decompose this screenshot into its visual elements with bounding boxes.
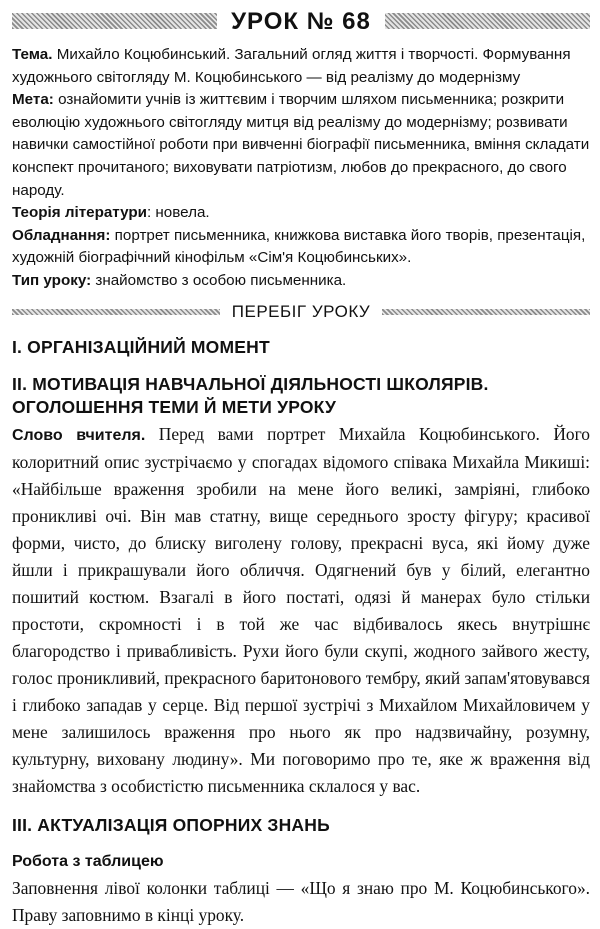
divider-label: ПЕРЕБІГ УРОКУ (231, 301, 371, 321)
section-heading-3: ІІІ. АКТУАЛІЗАЦІЯ ОПОРНИХ ЗНАНЬ (12, 814, 330, 835)
teacher-word-lead: Слово вчителя. (12, 426, 146, 444)
goal-line (12, 89, 590, 202)
section-3-paragraph: Заповнення лівої колонки таблиці — «Що я знаю про М. Коцюбинського». Праву заповнимо в кінці уроку. (12, 877, 590, 925)
theory-text: : новела. (146, 204, 210, 222)
textbook-page (0, 2, 600, 927)
topic-label: Тема. (12, 46, 53, 63)
equipment-label: Обладнання: (12, 226, 111, 244)
theory-label: Теорія літератури (12, 204, 147, 222)
type-text: знайомство з особою письменника. (91, 271, 347, 289)
goal-text: ознайомити учнів із життєвим і творчим шляхом письменника; розкрити еволюцію художнього світогляду митця від реалізму до модернізму; розвивати навички самостійної роботи при вивченні біографії письменника, вміння складати конспект прочитаного; виховувати патріотизм, любов до прекрасного, до свого народу. (12, 91, 590, 199)
lesson-info (12, 44, 590, 293)
section-divider (12, 302, 590, 322)
table-work-subheading: Робота з таблицею (12, 852, 164, 870)
section-2-paragraph (12, 421, 590, 800)
goal-label: Мета: (12, 91, 54, 109)
equipment-line (12, 225, 590, 270)
divider-line-right (382, 309, 590, 315)
type-label: Тип уроку: (12, 271, 92, 289)
section-heading-2: ІІ. МОТИВАЦІЯ НАВЧАЛЬНОЇ ДІЯЛЬНОСТІ ШКОЛЯРІВ. ОГОЛОШЕННЯ ТЕМИ Й МЕТИ УРОКУ (12, 373, 489, 417)
divider-line-left (12, 309, 220, 315)
section-heading-1: І. ОРГАНІЗАЦІЙНИЙ МОМЕНТ (12, 336, 270, 357)
lesson-header (12, 2, 590, 42)
section-2-text: Перед вами портрет Михайла Коцюбинського. Його колоритний опис зустрічаємо у спогадах відомого співака Михайла Микиші: «Найбільше враження зробили на мене його великі, замріяні, глибоко проникливі очі. Він мав статну, вище середнього зросту фігуру; красивої форми, чисто, до блиску виголену голову, прекрасні вуса, які йому дуже йшли і прикрашували його обличчя. Одягнений був у білий, елегантно пошитий костюм. Взагалі в його постаті, одязі й манерах було стільки простоти, скромності і в той же час відбивалось якесь внутрішнє благородство і привабливість. Рухи його були скупі, жодного зайвого жесту, голос проникливий, прекрасного баритонового тембру, який запам'ятовувався і глибоко западав у серце. Від першої зустрічі з Михайлом Михайловичем у мене залишилось враження про нього як про надзвичайну, розумну, культурну, виховану людину». Ми поговоримо про те, яке ж враження від знайомства з особистістю письменника склалося у вас. (12, 423, 590, 796)
type-line (12, 270, 590, 293)
topic-text: Михайло Коцюбинський. Загальний огляд життя і творчості. Формування художнього світогляду М. Коцюбинського — від реалізму до модернізму (12, 46, 571, 86)
equipment-text: портрет письменника, книжкова виставка його творів, презентація, художній біографічний кінофільм «Сім'я Коцюбинських». (12, 226, 586, 267)
lesson-title: УРОК № 68 (217, 8, 385, 36)
topic-line (12, 44, 590, 89)
theory-line (12, 202, 590, 225)
